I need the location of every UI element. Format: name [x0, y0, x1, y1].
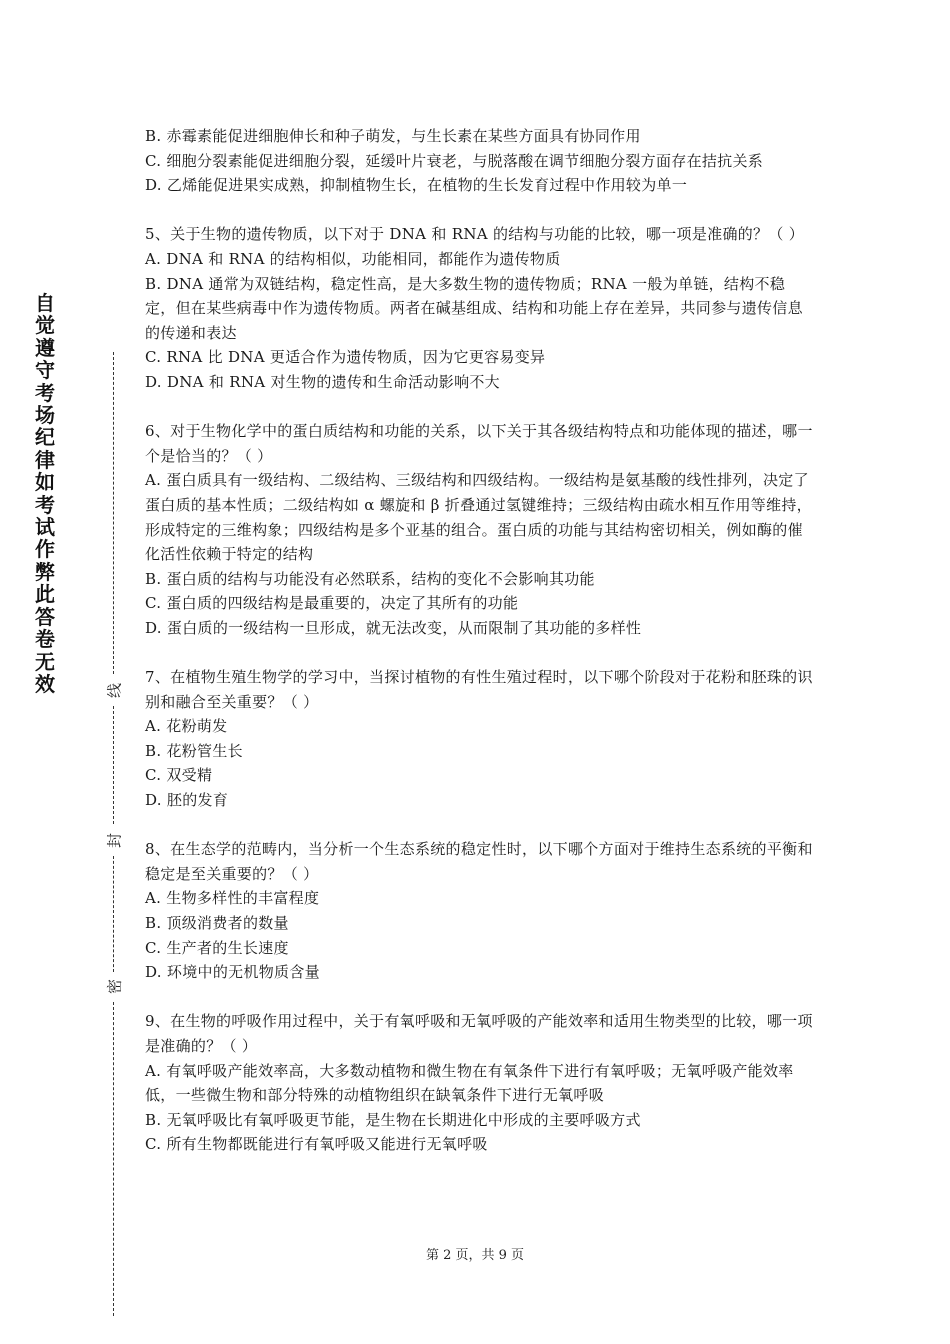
option-c: C. 细胞分裂素能促进细胞分裂，延缓叶片衰老，与脱落酸在调节细胞分裂方面存在拮抗关系 [145, 151, 764, 170]
option-c: C. 所有生物都既能进行有氧呼吸又能进行无氧呼吸 [145, 1135, 488, 1154]
exam-discipline-warning: 自觉遵守考场纪律如考试作弊此答卷无效 [35, 291, 55, 696]
option-a: A. 生物多样性的丰富程度 [145, 889, 320, 908]
binding-dashed-line [113, 856, 114, 972]
option-a: A. DNA 和 RNA 的结构相似，功能相同，都能作为遗传物质 [145, 249, 561, 268]
option-b: B. 赤霉素能促进细胞伸长和种子萌发，与生长素在某些方面具有协同作用 [145, 127, 641, 145]
binding-char-seal: 封 [105, 833, 124, 849]
binding-char-line: 线 [105, 683, 124, 699]
option-d: D. 乙烯能促进果实成熟，抑制植物生长，在植物的生长发育过程中作用较为单一 [145, 176, 688, 195]
question-5 [145, 222, 813, 394]
option-b: B. 花粉管生长 [145, 741, 243, 760]
option-c: C. 生产者的生长速度 [145, 938, 289, 957]
question-7 [145, 665, 813, 813]
question-list [145, 124, 813, 1157]
question-9 [145, 1009, 813, 1157]
option-b: B. 蛋白质的结构与功能没有必然联系，结构的变化不会影响其功能 [145, 569, 595, 588]
binding-char-secret: 密 [105, 979, 124, 995]
option-a: A. 蛋白质具有一级结构、二级结构、三级结构和四级结构。一级结构是氨基酸的线性排列，决定了蛋白质的基本性质；二级结构如 α 螺旋和 β 折叠通过氢键维持；三级结构由疏水相互作用等维持，形成特定的三维构象；四级结构是多个亚基的组合。蛋白质的功能与其结构密切相关，例如酶的催化活性依赖于特定的结构 [145, 471, 812, 564]
option-c: C. 双受精 [145, 766, 213, 785]
question-stem: 9、在生物的呼吸作用过程中，关于有氧呼吸和无氧呼吸的产能效率和适用生物类型的比较，哪一项是准确的？（ ） [145, 1012, 813, 1055]
option-b: B. DNA 通常为双链结构，稳定性高，是大多数生物的遗传物质；RNA 一般为单链，结构不稳定，但在某些病毒中作为遗传物质。两者在碱基组成、结构和功能上存在差异，共同参与遗传信息的传递和表达 [145, 274, 803, 342]
question-stem: 6、对于生物化学中的蛋白质结构和功能的关系，以下关于其各级结构特点和功能体现的描述，哪一个是恰当的？（ ） [145, 422, 813, 465]
option-b: B. 顶级消费者的数量 [145, 914, 289, 932]
option-b: B. 无氧呼吸比有氧呼吸更节能，是生物在长期进化中形成的主要呼吸方式 [145, 1110, 641, 1129]
option-d: D. 环境中的无机物质含量 [145, 963, 320, 982]
option-c: C. 蛋白质的四级结构是最重要的，决定了其所有的功能 [145, 594, 519, 613]
binding-dashed-line [113, 706, 114, 824]
question-4-continued [145, 124, 813, 198]
question-stem: 7、在植物生殖生物学的学习中，当探讨植物的有性生殖过程时，以下哪个阶段对于花粉和胚珠的识别和融合至关重要？（ ） [145, 668, 813, 711]
option-a: A. 有氧呼吸产能效率高，大多数动植物和微生物在有氧条件下进行有氧呼吸；无氧呼吸产能效率低，一些微生物和部分特殊的动植物组织在缺氧条件下进行无氧呼吸 [145, 1061, 794, 1105]
option-c: C. RNA 比 DNA 更适合作为遗传物质，因为它更容易变异 [145, 348, 546, 367]
question-8 [145, 837, 813, 985]
question-stem: 8、在生态学的范畴内，当分析一个生态系统的稳定性时，以下哪个方面对于维持生态系统的平衡和稳定是至关重要的？（ ） [145, 840, 813, 883]
option-d: D. 蛋白质的一级结构一旦形成，就无法改变，从而限制了其功能的多样性 [145, 618, 642, 637]
option-a: A. 花粉萌发 [145, 717, 228, 736]
question-6 [145, 419, 813, 640]
option-d: D. 胚的发育 [145, 791, 229, 810]
question-stem: 5、关于生物的遗传物质，以下对于 DNA 和 RNA 的结构与功能的比较，哪一项是准确的？（ ） [145, 225, 805, 244]
option-d: D. DNA 和 RNA 对生物的遗传和生命活动影响不大 [145, 372, 500, 391]
binding-dashed-line [113, 352, 114, 674]
page-number: 第 2 页，共 9 页 [425, 1248, 525, 1263]
binding-dashed-line [113, 1002, 114, 1316]
